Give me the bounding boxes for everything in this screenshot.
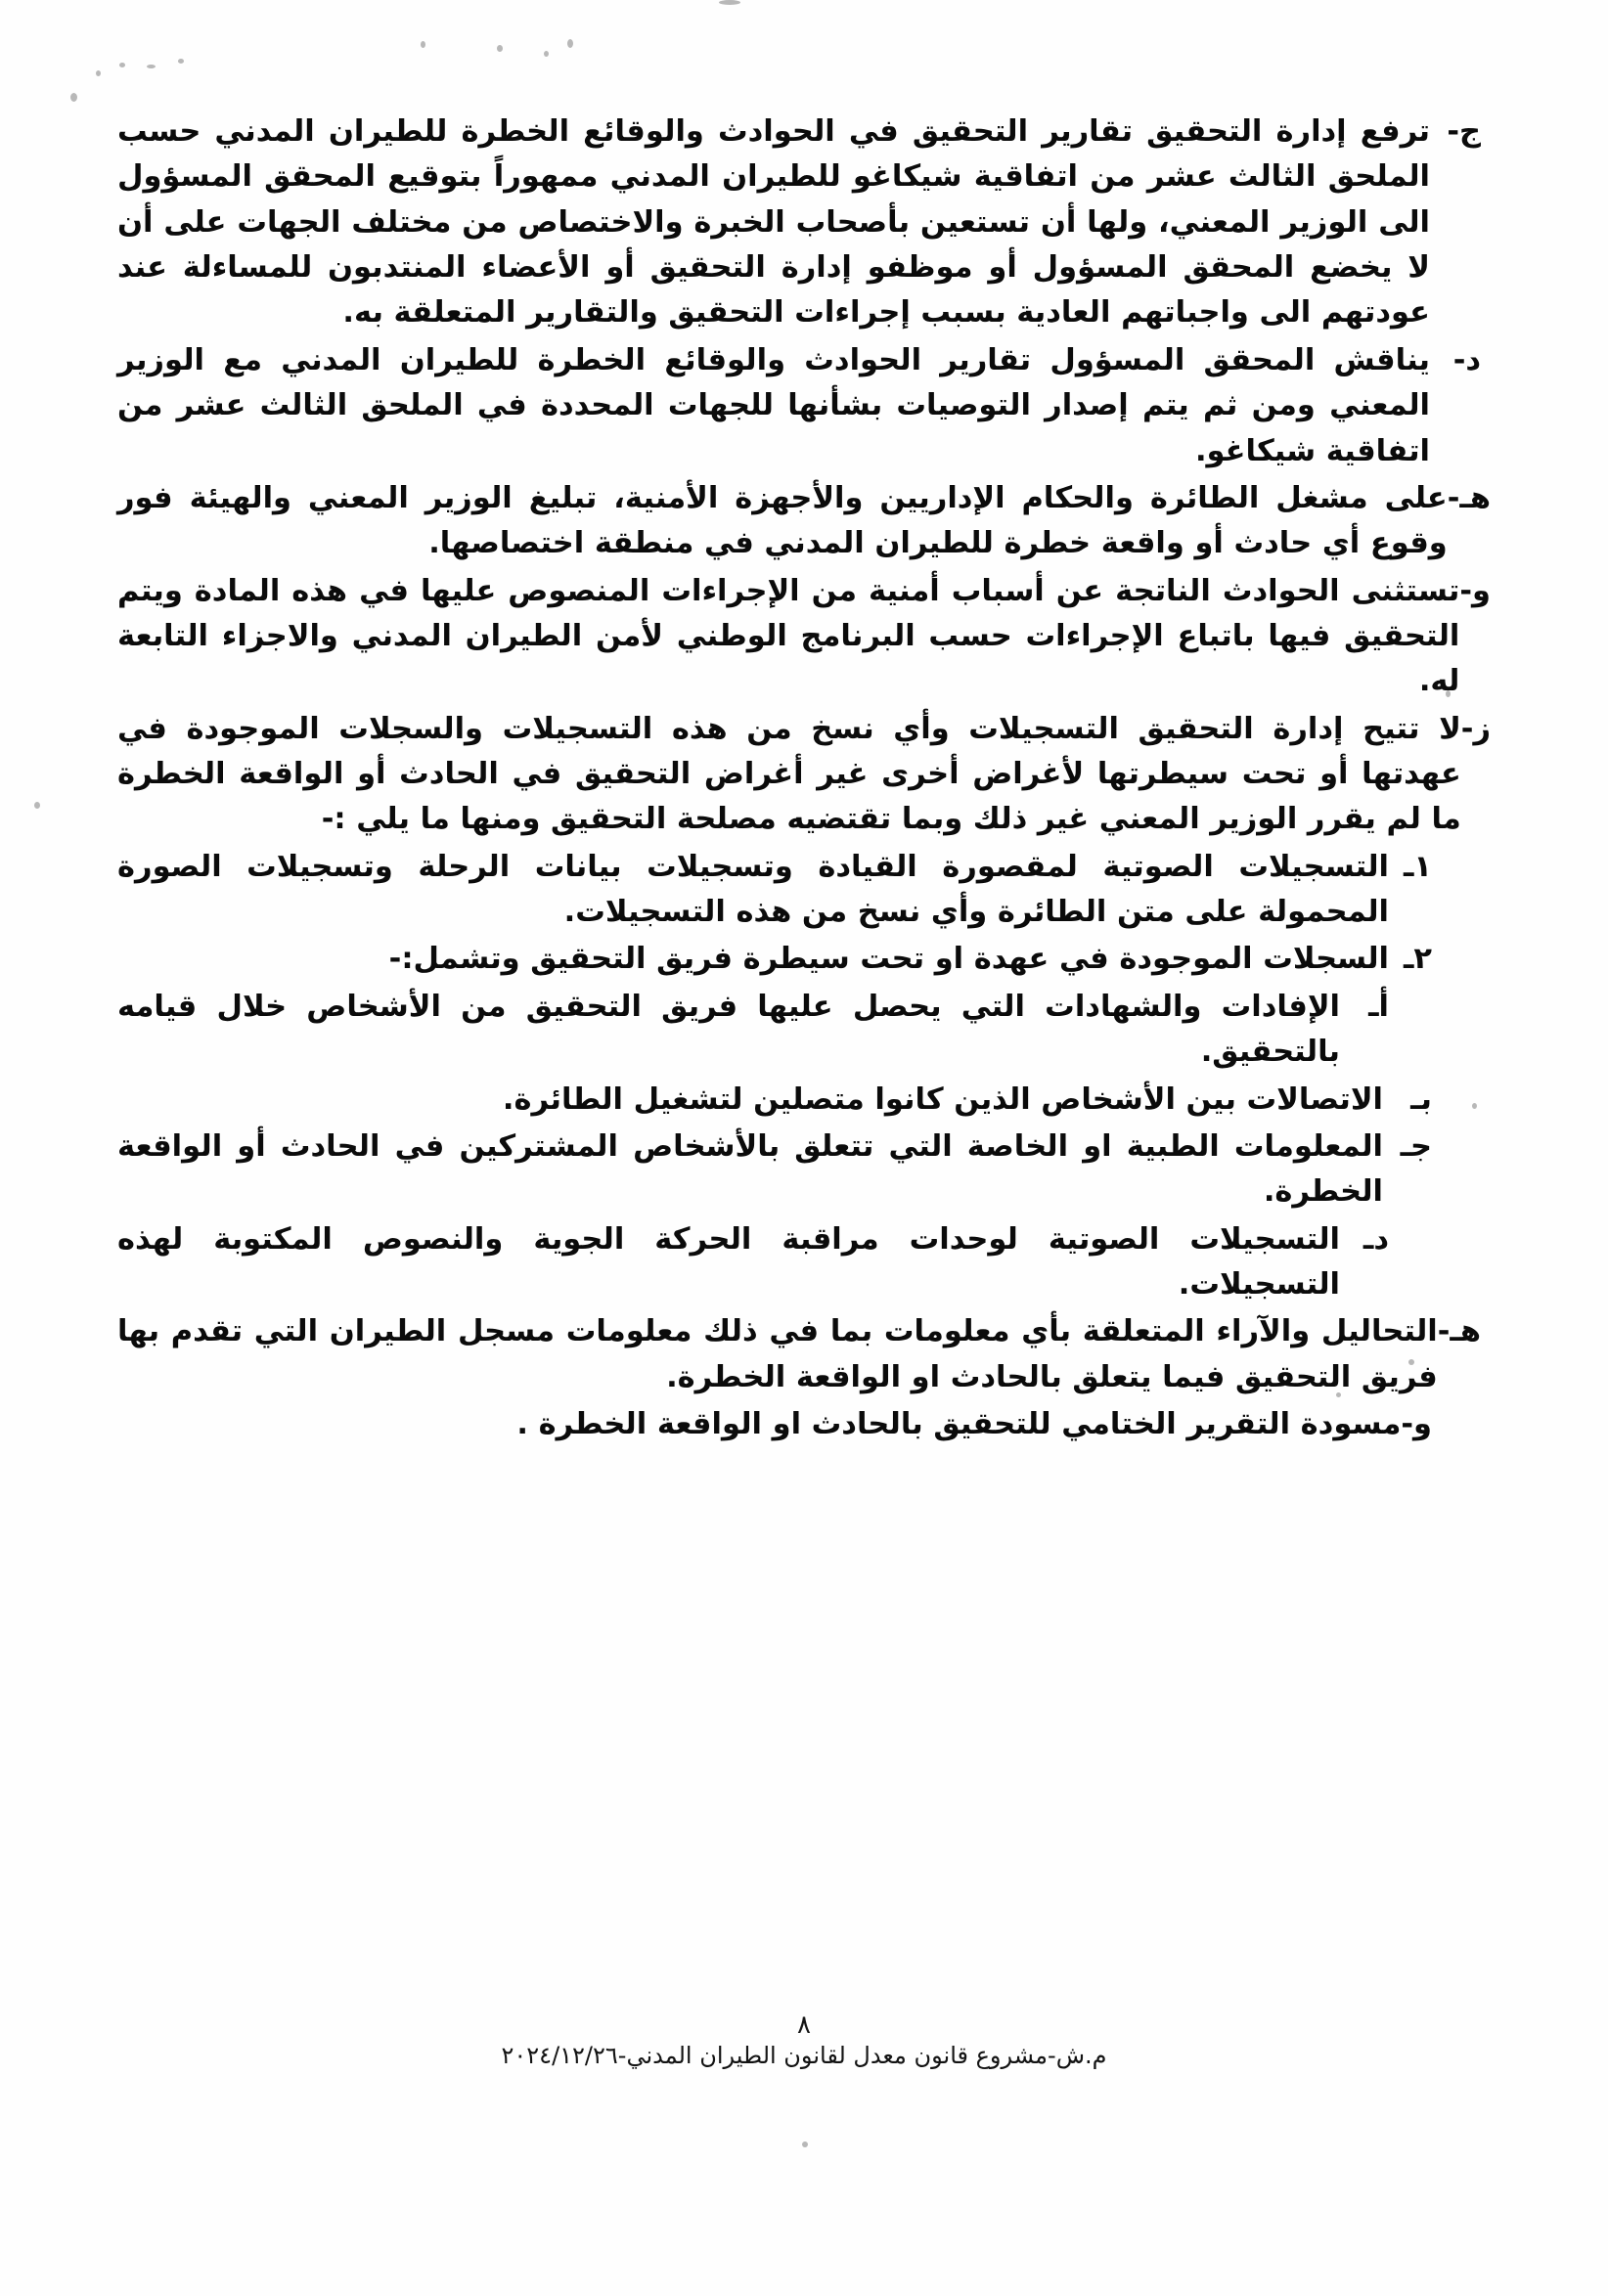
sub-item-heh bbox=[117, 1309, 1491, 1400]
clause-jeem bbox=[117, 110, 1491, 336]
clause-zay bbox=[117, 707, 1491, 843]
sub-item-marker: بـ bbox=[1410, 1082, 1432, 1117]
scan-speck bbox=[497, 45, 503, 52]
sub-item-text: الاتصالات بين الأشخاص الذين كانوا متصلين لتشغيل الطائرة. bbox=[502, 1082, 1383, 1117]
clause-marker: و- bbox=[1459, 573, 1491, 608]
clause-text: لا تتيح إدارة التحقيق التسجيلات وأي نسخ من هذه التسجيلات والسجلات الموجودة في عهدتها أو تحت سيطرتها لأغراض أخرى غير أغراض التحقيق في الحادث أو الواقعة الخطرة ما لم يقرر الوزير المعني غير ذلك وبما تقتضيه مصلحة التحقيق ومنها ما يلي :- bbox=[117, 711, 1461, 837]
scan-speck bbox=[567, 39, 573, 48]
sub-item-alef bbox=[117, 985, 1491, 1076]
sub-item-marker: هـ- bbox=[1437, 1314, 1481, 1349]
clause-dal bbox=[117, 338, 1491, 474]
item-marker: ٢ـ bbox=[1403, 942, 1432, 977]
page-number: ٨ bbox=[797, 2010, 811, 2040]
sub-item-text: مسودة التقرير الختامي للتحقيق بالحادث او الواقعة الخطرة . bbox=[516, 1407, 1402, 1442]
clause-text: ترفع إدارة التحقيق تقارير التحقيق في الحوادث والوقائع الخطرة للطيران المدني حسب الملحق الثالث عشر من اتفاقية شيكاغو للطيران المدني ممهوراً بتوقيع المحقق المسؤول الى الوزير المعني، ولها أن تستعين بأصحاب الخبرة والاختصاص من مختلف الجهات على أن لا يخضع المحقق المسؤول أو موظفو إدارة التحقيق أو الأعضاء المنتدبون للمساءلة عند عودتهم الى واجباتهم العادية بسبب إجراءات التحقيق والتقارير المتعلقة به. bbox=[117, 114, 1430, 331]
scan-speck bbox=[544, 51, 549, 57]
scan-speck bbox=[34, 802, 40, 809]
scan-speck bbox=[147, 65, 156, 68]
clause-text: تستثنى الحوادث الناتجة عن أسباب أمنية من الإجراءات المنصوص عليها في هذه المادة ويتم التحقيق فيها باتباع الإجراءات حسب البرنامج الوطني لأمن الطيران المدني والاجزاء التابعة له. bbox=[117, 573, 1460, 699]
clause-marker: هـ- bbox=[1447, 480, 1491, 515]
sub-item-marker: أـ bbox=[1368, 989, 1389, 1024]
scan-speck bbox=[802, 2141, 808, 2147]
clause-marker: د- bbox=[1452, 342, 1481, 377]
sub-item-text: التسجيلات الصوتية لوحدات مراقبة الحركة الجوية والنصوص المكتوبة لهذه التسجيلات. bbox=[117, 1221, 1340, 1302]
clause-waw bbox=[117, 569, 1491, 705]
item-marker: ١ـ bbox=[1403, 849, 1432, 884]
item-text: التسجيلات الصوتية لمقصورة القيادة وتسجيلات بيانات الرحلة وتسجيلات الصورة المحمولة على متن الطائرة وأي نسخ من هذه التسجيلات. bbox=[117, 849, 1389, 930]
scan-speck bbox=[178, 59, 184, 64]
sub-item-text: الإفادات والشهادات التي يحصل عليها فريق التحقيق من الأشخاص خلال قيامه بالتحقيق. bbox=[117, 989, 1340, 1070]
sub-item-waw bbox=[117, 1402, 1491, 1447]
scan-speck bbox=[119, 63, 125, 67]
scan-speck bbox=[719, 0, 740, 5]
scan-speck bbox=[70, 93, 77, 102]
page-footer bbox=[0, 2010, 1608, 2069]
numbered-item-2 bbox=[117, 937, 1491, 982]
sub-item-text: المعلومات الطبية او الخاصة التي تتعلق بالأشخاص المشتركين في الحادث أو الواقعة الخطرة. bbox=[117, 1128, 1383, 1210]
scan-speck bbox=[421, 41, 425, 48]
clause-text: على مشغل الطائرة والحكام الإداريين والأجهزة الأمنية، تبليغ الوزير المعني والهيئة فور وقوع أي حادث أو واقعة خطرة للطيران المدني في منطقة اختصاصها. bbox=[117, 480, 1448, 561]
clause-text: يناقش المحقق المسؤول تقارير الحوادث والوقائع الخطرة للطيران المدني مع الوزير المعني ومن ثم يتم إصدار التوصيات بشأنها للجهات المحددة في الملحق الثالث عشر من اتفاقية شيكاغو. bbox=[117, 342, 1430, 468]
scan-speck bbox=[96, 70, 101, 76]
sub-item-dal bbox=[117, 1217, 1491, 1308]
sub-item-marker: دـ bbox=[1362, 1221, 1389, 1257]
sub-item-text: التحاليل والآراء المتعلقة بأي معلومات بما في ذلك معلومات مسجل الطيران التي تقدم بها فريق التحقيق فيما يتعلق بالحادث او الواقعة الخطرة. bbox=[117, 1314, 1438, 1394]
clause-marker: ج- bbox=[1447, 114, 1481, 149]
item-text: السجلات الموجودة في عهدة او تحت سيطرة فريق التحقيق وتشمل:- bbox=[388, 942, 1389, 977]
sub-item-beh bbox=[117, 1078, 1491, 1123]
clause-heh bbox=[117, 476, 1491, 567]
clause-marker: ز- bbox=[1460, 711, 1491, 746]
numbered-item-1 bbox=[117, 845, 1491, 936]
sub-item-marker: و- bbox=[1401, 1407, 1432, 1442]
footer-reference: م.ش-مشروع قانون معدل لقانون الطيران المدني-٢٠٢٤/١٢/٢٦ bbox=[501, 2042, 1107, 2069]
document-body bbox=[117, 110, 1491, 1449]
sub-item-marker: جـ bbox=[1400, 1128, 1432, 1164]
sub-item-jeem bbox=[117, 1125, 1491, 1215]
